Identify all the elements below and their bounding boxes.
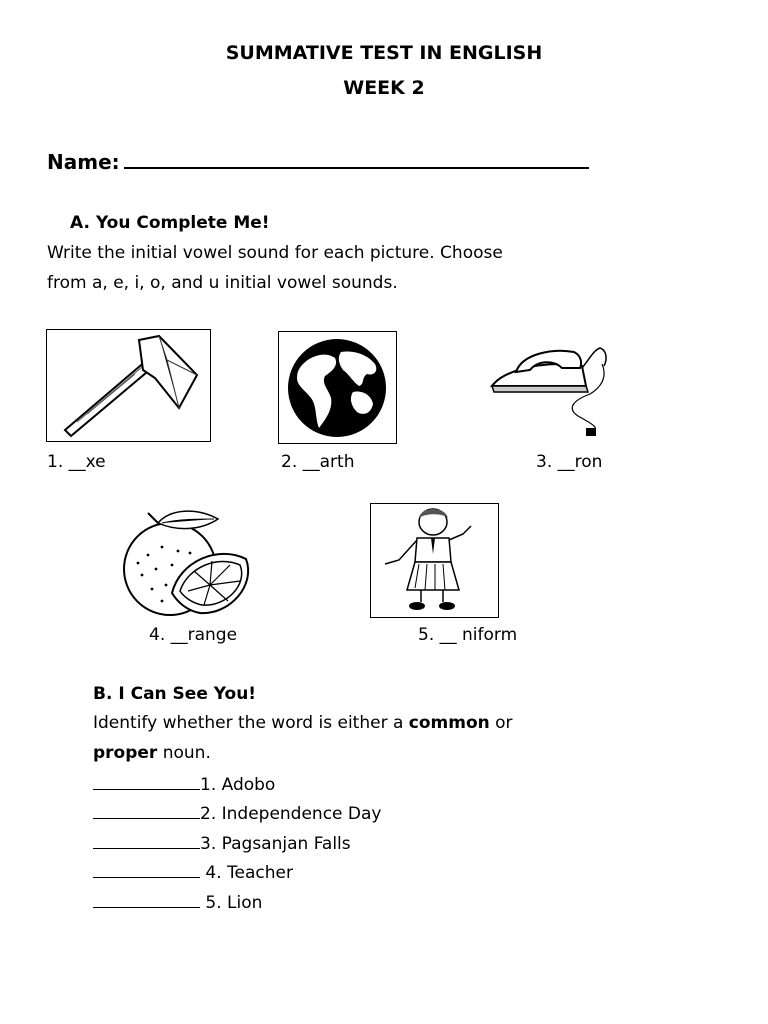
common-keyword: common bbox=[408, 713, 490, 733]
noun-item bbox=[93, 861, 293, 883]
answer-blank[interactable] bbox=[93, 773, 200, 790]
item-3-label: 3. __ron bbox=[536, 452, 603, 472]
iron-picture bbox=[482, 328, 630, 442]
test-title: SUMMATIVE TEST IN ENGLISH bbox=[225, 42, 543, 64]
noun-item-text: 4. Teacher bbox=[200, 863, 293, 883]
section-b-instruction-2 bbox=[93, 738, 211, 768]
earth-picture bbox=[278, 331, 397, 444]
noun-item-text: 2. Independence Day bbox=[200, 804, 382, 824]
section-a-instruction-1: Write the initial vowel sound for each picture. Choose bbox=[47, 243, 503, 263]
globe-icon bbox=[279, 332, 396, 443]
section-a-title: You Complete Me! bbox=[95, 213, 270, 233]
section-b-title: . I Can See You! bbox=[105, 684, 257, 704]
iron-icon bbox=[482, 328, 630, 442]
item-1-label: 1. __xe bbox=[47, 452, 106, 472]
uniform-picture bbox=[370, 503, 499, 618]
noun-item-text: 5. Lion bbox=[200, 893, 263, 913]
axe-picture bbox=[46, 329, 211, 442]
section-a-heading bbox=[70, 213, 270, 233]
item-2-label: 2. __arth bbox=[281, 452, 355, 472]
proper-keyword: proper bbox=[93, 743, 158, 763]
orange-icon bbox=[118, 505, 256, 617]
noun-item bbox=[93, 802, 382, 824]
uniform-icon bbox=[371, 504, 498, 617]
axe-icon bbox=[47, 330, 210, 441]
answer-blank[interactable] bbox=[93, 891, 200, 908]
item-5-label: 5. __ niform bbox=[418, 625, 518, 645]
instruction-text-noun: noun. bbox=[157, 743, 211, 763]
noun-item-text: 3. Pagsanjan Falls bbox=[200, 834, 351, 854]
noun-item-text: 1. Adobo bbox=[200, 775, 276, 795]
noun-item bbox=[93, 773, 275, 795]
name-field[interactable] bbox=[47, 145, 589, 174]
instruction-text: Identify whether the word is either a bbox=[93, 713, 409, 733]
answer-blank[interactable] bbox=[93, 861, 200, 878]
section-b-heading bbox=[93, 684, 256, 704]
section-b-marker: B bbox=[93, 684, 106, 704]
name-blank[interactable] bbox=[124, 145, 589, 169]
noun-item bbox=[93, 832, 351, 854]
item-4-label: 4. __range bbox=[149, 625, 238, 645]
section-a-instruction-2: from a, e, i, o, and u initial vowel sounds. bbox=[47, 273, 398, 293]
section-a-marker: A. bbox=[70, 213, 90, 233]
orange-picture bbox=[118, 505, 256, 617]
answer-blank[interactable] bbox=[93, 802, 200, 819]
section-b-instruction-1 bbox=[93, 708, 513, 738]
instruction-text-or: or bbox=[489, 713, 513, 733]
name-label: Name: bbox=[47, 150, 120, 174]
week-label: WEEK 2 bbox=[343, 77, 425, 99]
noun-item bbox=[93, 891, 262, 913]
answer-blank[interactable] bbox=[93, 832, 200, 849]
